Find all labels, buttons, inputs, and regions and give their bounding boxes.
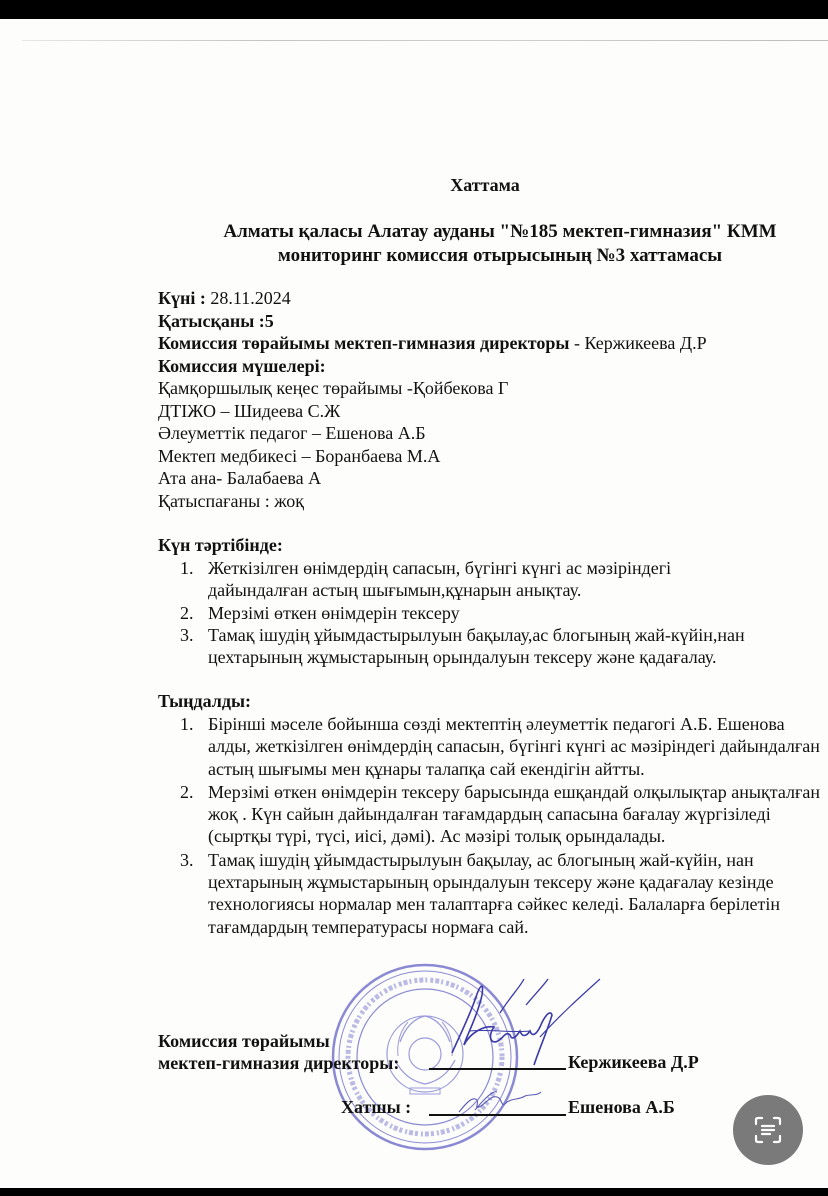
attended-line: Қатысқаны :5 (158, 310, 274, 331)
agenda-item-text: Жеткізілген өнімдердің сапасын, бүгінгі күнгі ас мәзіріндегі дайындалған астың шығымын,құнарын анықтау. (208, 558, 672, 601)
chair-value: - Кержикеева Д.Р (573, 333, 707, 353)
heard-item-number: 3. (180, 849, 194, 870)
agenda-heading: Күн тәртібінде: (158, 535, 283, 555)
agenda-item (180, 624, 810, 669)
heard-item-text: Тамақ ішудің ұйымдастырылуын бақылау, ас блогының жай-күйін, нан цехтарының жұмыстарының орындалуын тексеру және қадағалау кезінде технологиясы нормалар мен талаптарға сәйкес келеді. Балаларға берілетін тағамдардың температурасы нормаға сай. (208, 849, 781, 937)
subtitle-line-1: Алматы қаласы Алатау ауданы "№185 мектеп-гимназия" КММ (223, 221, 777, 242)
heard-heading: Тыңдалды: (158, 691, 252, 711)
chair-line (158, 332, 707, 355)
member-item: Қамқоршылық кеңес төрайымы -Қойбекова Г (158, 378, 509, 398)
member-item: ДТІЖО – Шидеева С.Ж (158, 400, 341, 421)
date-value: 28.11.2024 (210, 288, 291, 308)
chair-name: Кержикеева Д.Р (568, 1052, 699, 1072)
agenda-item-text: Мерзімі өткен өнімдерін тексеру (208, 602, 460, 623)
agenda-item (180, 557, 740, 602)
chair-signature (440, 975, 610, 1070)
absent-line: Қатыспағаны : жоқ (158, 490, 304, 511)
meeting-info (158, 287, 707, 512)
member-item: Ата ана- Балабаева А (158, 468, 322, 488)
secretary-signature (455, 1088, 545, 1118)
heard-item-text: Бірінші мәселе бойынша сөзді мектептің әлеуметтік педагогі А.Б. Ешенова алды, жеткізілген өнімдердің сапасын, бүгінгі күнгі ас мәзіріндегі дайындалған астың шығымы мен құнары талапқа сай екендігін айтты. (208, 714, 820, 779)
heard-item-text: Мерзімі өткен өнімдерін тексеру барысында ешқандай олқылықтар анықталған жоқ . Күн сайын дайындалған тағамдардың сапасына бағалау жүргізіледі (сыртқы түрі, түсі, иісі, дәмі). Ас мәзірі толық орындалады. (208, 781, 820, 847)
agenda-item-number: 2. (180, 602, 194, 623)
document-title: Хаттама (450, 175, 520, 195)
agenda-item (180, 602, 740, 624)
date-line (158, 287, 707, 310)
agenda-item-number: 3. (180, 624, 194, 645)
chair-label: Комиссия төрайымы мектеп-гимназия директоры (158, 333, 570, 353)
agenda-item-number: 1. (180, 558, 194, 578)
agenda-item-text: Тамақ ішудің ұйымдастырылуын бақылау,ас блогының жай-күйін,нан цехтарының жұмыстарының орындалуын тексеру және қадағалау. (208, 624, 745, 668)
secretary-name: Ешенова А.Б (568, 1097, 675, 1117)
member-item: Әлеуметтік педагог – Ешенова А.Б (158, 423, 426, 443)
heard-item (180, 713, 820, 780)
date-label: Күні : (158, 288, 206, 308)
chair-signature-line-1: Комиссия төрайымы (158, 1031, 330, 1051)
document-subtitle (190, 220, 810, 268)
heard-item (180, 781, 820, 848)
navigation-bar (0, 1188, 828, 1196)
heard-item-number: 1. (180, 714, 194, 734)
chair-signature-label (158, 1030, 399, 1074)
heard-list (180, 713, 820, 939)
heard-item-number: 2. (180, 781, 194, 802)
agenda-list (180, 557, 745, 668)
secretary-label: Хатшы : (341, 1097, 412, 1117)
members-label: Комиссия мүшелері: (158, 355, 326, 376)
heard-item (180, 849, 820, 938)
subtitle-line-2: мониторинг комиссия отырысының №3 хаттамасы (277, 245, 723, 266)
chair-signature-line-2: мектеп-гимназия директоры: (158, 1053, 400, 1073)
scan-text-button[interactable] (733, 1095, 803, 1165)
member-item: Мектеп медбикесі – Боранбаева М.А (158, 445, 441, 466)
scan-text-icon (753, 1115, 783, 1145)
